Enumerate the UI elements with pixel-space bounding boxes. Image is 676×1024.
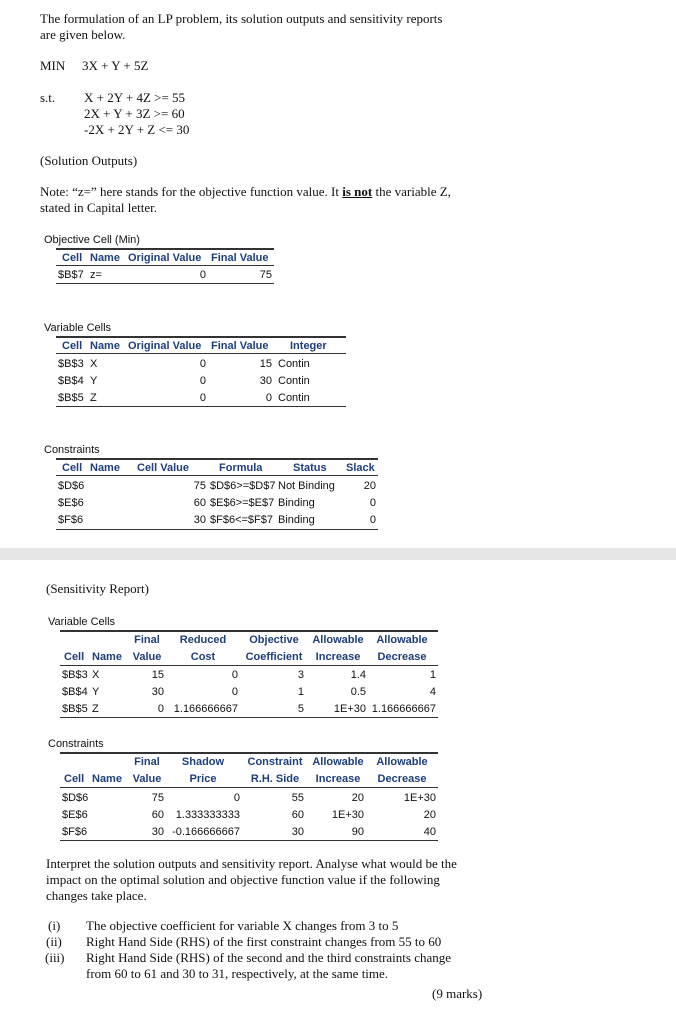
subject-to-label: s.t.: [40, 90, 56, 105]
final-value: 75: [151, 792, 164, 804]
item-text-continued: from 60 to 61 and 30 to 31, respectively, at the same time.: [86, 966, 389, 981]
cell-ref: $B$3: [58, 358, 84, 370]
col-header: Decrease: [377, 651, 427, 663]
sensitivity-constraints-title: Constraints: [48, 738, 104, 750]
integer-type: Contin: [278, 375, 310, 387]
col-header: Slack: [346, 462, 375, 474]
original-value: 0: [199, 375, 206, 387]
col-header: Name: [90, 462, 120, 474]
constraint-rhs: 55: [291, 792, 304, 804]
integer-type: Contin: [278, 392, 310, 404]
col-header: Cell: [64, 773, 85, 785]
col-header: Original Value: [128, 252, 202, 264]
cell-ref: $B$3: [62, 669, 88, 681]
cell-ref: $B$7: [58, 269, 84, 281]
col-header: Price: [189, 773, 217, 785]
allowable-increase: 0.5: [350, 686, 366, 698]
constraints-title: Constraints: [44, 444, 100, 456]
cell-name: X: [90, 358, 98, 370]
col-header: Name: [92, 651, 122, 663]
reduced-cost: 0: [231, 686, 238, 698]
table-rule: [60, 665, 438, 666]
final-value: 0: [157, 703, 164, 715]
allowable-decrease: 1.166666667: [371, 703, 436, 715]
formula: $E$6>=$E$7: [210, 497, 275, 509]
table-rule: [60, 752, 438, 754]
cell-ref: $B$4: [62, 686, 88, 698]
final-value: 30: [151, 686, 164, 698]
col-header: Status: [293, 462, 327, 474]
status: Binding: [278, 497, 315, 509]
table-rule: [56, 406, 346, 407]
allowable-decrease: 20: [423, 809, 436, 821]
cell-value: 60: [193, 497, 206, 509]
marks-label: (9 marks): [432, 986, 483, 1001]
sensitivity-variable-title: Variable Cells: [48, 616, 116, 628]
table-rule: [56, 458, 378, 460]
cell-ref: $F$6: [62, 826, 88, 838]
note-line-1: [40, 184, 451, 200]
status: Not Binding: [278, 480, 335, 492]
intro-line-1: The formulation of an LP problem, its solution outputs and sensitivity reports: [40, 11, 443, 26]
cell-ref: $B$5: [58, 392, 84, 404]
cell-ref: $F$6: [58, 514, 84, 526]
status: Binding: [278, 514, 315, 526]
col-header: R.H. Side: [250, 773, 300, 785]
cell-name: Y: [92, 686, 100, 698]
objective-coefficient: 3: [297, 669, 304, 681]
col-header: Final: [134, 634, 160, 646]
cell-name: Z: [92, 703, 99, 715]
constraint-1: X + 2Y + 4Z >= 55: [84, 90, 186, 105]
cell-ref: $B$4: [58, 375, 84, 387]
col-header: Cell: [64, 651, 85, 663]
cell-ref: $E$6: [58, 497, 84, 509]
shadow-price: 1.333333333: [175, 809, 240, 821]
question-line-1: Interpret the solution outputs and sensitivity report. Analyse what would be the: [46, 856, 457, 871]
slack: 20: [363, 480, 376, 492]
allowable-increase: 1E+30: [333, 703, 366, 715]
objective-label: MIN: [40, 58, 66, 73]
table-rule: [60, 787, 438, 788]
formula: $F$6<=$F$7: [210, 514, 273, 526]
col-header: Final Value: [211, 340, 269, 352]
col-header: Allowable: [376, 756, 428, 768]
allowable-increase: 1E+30: [331, 809, 364, 821]
cell-name: Z: [90, 392, 97, 404]
original-value: 0: [199, 269, 206, 281]
formula: $D$6>=$D$7: [210, 480, 276, 492]
item-text: Right Hand Side (RHS) of the first constraint changes from 55 to 60: [86, 934, 442, 949]
original-value: 0: [199, 358, 206, 370]
final-value: 0: [265, 392, 272, 404]
note-pre: Note: “z=” here stands for the objective function value. It: [40, 184, 343, 199]
final-value: 15: [151, 669, 164, 681]
table-rule: [60, 840, 438, 841]
col-header: Name: [92, 773, 122, 785]
intro-line-2: are given below.: [40, 27, 126, 42]
note-line-2: stated in Capital letter.: [40, 200, 157, 215]
integer-type: Contin: [278, 358, 310, 370]
col-header: Cell Value: [137, 462, 189, 474]
table-rule: [56, 248, 274, 250]
table-rule: [56, 265, 274, 266]
col-header: Cell: [62, 462, 83, 474]
question-line-2: impact on the optimal solution and objective function value if the following: [46, 872, 440, 887]
col-header: Cost: [190, 651, 216, 663]
col-header: Decrease: [377, 773, 427, 785]
sensitivity-heading: (Sensitivity Report): [46, 581, 149, 596]
table-rule: [56, 353, 346, 354]
col-header: Value: [132, 773, 162, 785]
table-rule: [60, 717, 438, 718]
table-rule: [56, 336, 346, 338]
col-header: Increase: [315, 773, 361, 785]
objective-coefficient: 1: [297, 686, 304, 698]
section-separator: [0, 548, 676, 560]
solution-heading: (Solution Outputs): [40, 153, 138, 168]
col-header: Final Value: [211, 252, 269, 264]
allowable-increase: 1.4: [350, 669, 366, 681]
shadow-price: 0: [233, 792, 240, 804]
cell-ref: $D$6: [58, 480, 85, 492]
item-number: (iii): [45, 950, 65, 965]
objective-cell-title: Objective Cell (Min): [44, 234, 140, 246]
cell-name: X: [92, 669, 100, 681]
col-header: Reduced: [179, 634, 227, 646]
note-post: the variable Z,: [372, 184, 451, 199]
item-number: (i): [48, 918, 61, 933]
slack: 0: [369, 514, 376, 526]
table-rule: [60, 630, 438, 632]
allowable-decrease: 4: [429, 686, 436, 698]
table-rule: [56, 283, 274, 284]
col-header: Name: [90, 252, 120, 264]
final-value: 15: [259, 358, 272, 370]
cell-value: 30: [193, 514, 206, 526]
col-header: Allowable: [312, 634, 364, 646]
col-header: Shadow: [181, 756, 225, 768]
constraint-rhs: 30: [291, 826, 304, 838]
allowable-increase: 20: [351, 792, 364, 804]
col-header: Original Value: [128, 340, 202, 352]
allowable-decrease: 1E+30: [403, 792, 436, 804]
col-header: Allowable: [312, 756, 364, 768]
col-header: Value: [132, 651, 162, 663]
question-line-3: changes take place.: [46, 888, 147, 903]
allowable-decrease: 1: [429, 669, 436, 681]
col-header: Final: [134, 756, 160, 768]
constraint-2: 2X + Y + 3Z >= 60: [84, 106, 185, 121]
objective-function: 3X + Y + 5Z: [82, 58, 149, 73]
col-header: Coefficient: [245, 651, 303, 663]
final-value: 30: [151, 826, 164, 838]
objective-coefficient: 5: [297, 703, 304, 715]
col-header: Increase: [315, 651, 361, 663]
reduced-cost: 1.166666667: [173, 703, 238, 715]
item-text: The objective coefficient for variable X changes from 3 to 5: [86, 918, 399, 933]
constraint-3: -2X + 2Y + Z <= 30: [84, 122, 190, 137]
cell-name: Y: [90, 375, 98, 387]
col-header: Allowable: [376, 634, 428, 646]
col-header: Cell: [62, 252, 83, 264]
slack: 0: [369, 497, 376, 509]
reduced-cost: 0: [231, 669, 238, 681]
col-header: Name: [90, 340, 120, 352]
cell-value: 75: [193, 480, 206, 492]
variable-cells-title: Variable Cells: [44, 322, 112, 334]
cell-ref: $E$6: [62, 809, 88, 821]
table-rule: [56, 475, 378, 476]
allowable-decrease: 40: [423, 826, 436, 838]
item-text: Right Hand Side (RHS) of the second and the third constraints change: [86, 950, 452, 965]
col-header: Constraint: [247, 756, 303, 768]
cell-ref: $D$6: [62, 792, 89, 804]
table-rule: [56, 529, 378, 530]
note-emphasis: is not: [342, 184, 373, 199]
col-header: Integer: [290, 340, 327, 352]
cell-name: z=: [90, 269, 102, 281]
shadow-price: -0.166666667: [172, 826, 240, 838]
col-header: Cell: [62, 340, 83, 352]
final-value: 60: [151, 809, 164, 821]
col-header: Formula: [219, 462, 263, 474]
col-header: Objective: [249, 634, 299, 646]
final-value: 30: [259, 375, 272, 387]
cell-ref: $B$5: [62, 703, 88, 715]
allowable-increase: 90: [351, 826, 364, 838]
item-number: (ii): [46, 934, 62, 949]
final-value: 75: [259, 269, 272, 281]
constraint-rhs: 60: [291, 809, 304, 821]
original-value: 0: [199, 392, 206, 404]
